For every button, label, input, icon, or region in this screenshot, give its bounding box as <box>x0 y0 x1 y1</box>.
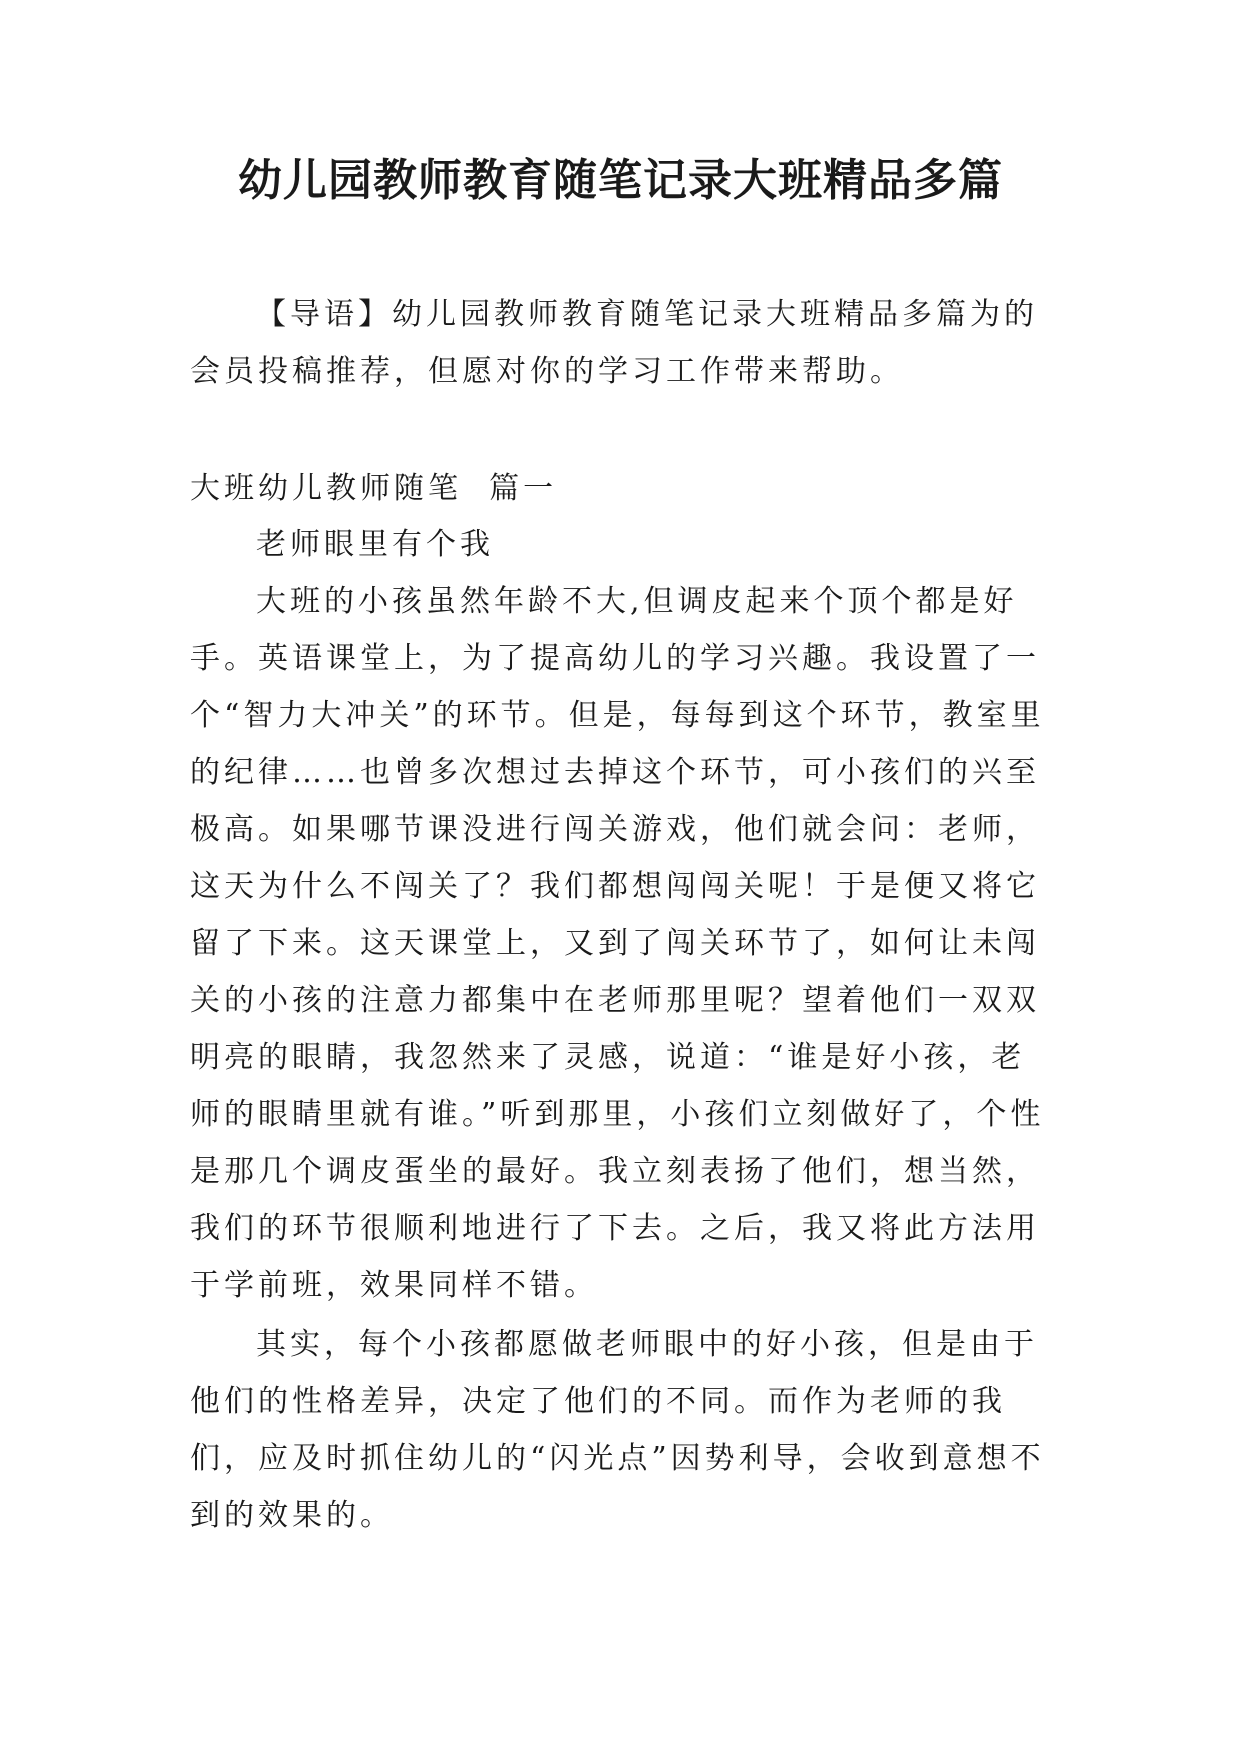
section-heading: 大班幼儿教师随笔 篇一 <box>190 471 558 506</box>
essay-subtitle: 老师眼里有个我 <box>256 527 494 562</box>
document-title: 幼儿园教师教育随笔记录大班精品多篇 <box>238 155 1003 206</box>
body-paragraph: 大班的小孩虽然年龄不大,但调皮起来个顶个都是好手。英语课堂上，为了提高幼儿的学习兴趣。我设置了一个“智力大冲关”的环节。但是，每每到这个环节，教室里的纪律……也曾多次想过去掉这个环节，可小孩们的兴至极高。如果哪节课没进行闯关游戏，他们就会问：老师，这天为什么不闯关了？我们都想闯闯关呢！于是便又将它留了下来。这天课堂上，又到了闯关环节了，如何让未闯关的小孩的注意力都集中在老师那里呢？望着他们一双双明亮的眼睛，我忽然来了灵感，说道：“谁是好小孩，老师的眼睛里就有谁。”听到那里，小孩们立刻做好了，个性是那几个调皮蛋坐的最好。我立刻表扬了他们，想当然，我们的环节很顺利地进行了下去。之后，我又将此方法用于学前班，效果同样不错。 <box>190 584 1045 1303</box>
body-paragraph: 其实，每个小孩都愿做老师眼中的好小孩，但是由于他们的性格差异，决定了他们的不同。而作为老师的我们，应及时抓住幼儿的“闪光点”因势利导，会收到意想不到的效果的。 <box>190 1327 1045 1533</box>
intro-paragraph: 【导语】幼儿园教师教育随笔记录大班精品多篇为的会员投稿推荐，但愿对你的学习工作带来帮助。 <box>190 297 1038 389</box>
